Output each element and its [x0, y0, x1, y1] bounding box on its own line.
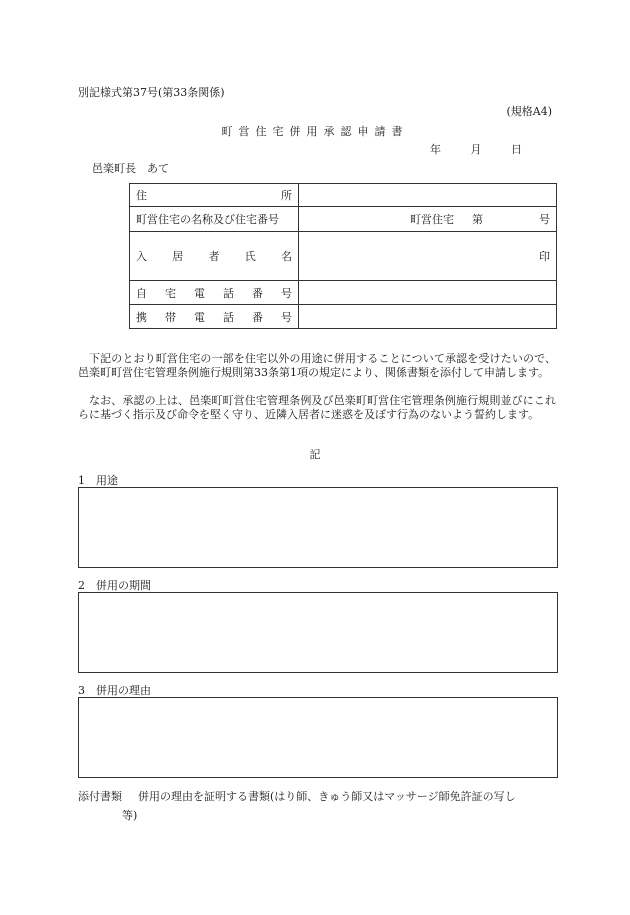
home-phone-label-char: 号: [281, 286, 292, 300]
table-row: [130, 207, 557, 232]
housing-dai: 第: [472, 213, 483, 226]
address-label: [130, 184, 299, 207]
address-label-char: 所: [281, 189, 292, 202]
attachment-description-cont: 等): [122, 809, 138, 822]
housing-prefix: 町営住宅: [410, 213, 454, 226]
seal-mark: 印: [539, 250, 550, 263]
home-phone-label: [130, 281, 299, 305]
mobile-phone-label-char: 帯: [165, 310, 176, 324]
ki-heading: 記: [309, 448, 321, 461]
resident-label-char: 者: [208, 250, 220, 263]
application-paragraph: 下記のとおり町営住宅の一部を住宅以外の用途に併用することについて承認を受けたいので、邑楽町町営住宅管理条例施行規則第33条第1項の規定により、関係書類を添付して申請します。: [78, 352, 556, 379]
table-row: [130, 232, 557, 281]
home-phone-label-char: 自: [136, 286, 147, 300]
mobile-phone-label-char: 号: [281, 310, 292, 324]
section-label-period: 2 併用の期間: [78, 579, 151, 592]
mobile-phone-label-char: 携: [136, 310, 147, 324]
mobile-phone-label: [130, 305, 299, 329]
attachment-label: 添付書類: [78, 790, 122, 803]
mobile-phone-label-char: 番: [252, 310, 263, 324]
home-phone-label-char: 電: [194, 286, 205, 300]
section-label-usage: 1 用途: [78, 474, 118, 487]
housing-number-field[interactable]: [299, 207, 557, 232]
usage-field[interactable]: [78, 487, 558, 568]
form-reference: 別記様式第37号(第33条関係): [78, 86, 225, 99]
table-row: [130, 281, 557, 305]
housing-label: 町営住宅の名称及び住宅番号: [130, 207, 299, 232]
attachment-description: 併用の理由を証明する書類(はり師、きゅう師又はマッサージ師免許証の写し: [138, 790, 516, 803]
applicant-info-table: [129, 183, 557, 329]
mobile-phone-field[interactable]: [299, 305, 557, 329]
mobile-phone-label-char: 電: [194, 310, 205, 324]
addressee: 邑楽町長 あて: [92, 162, 169, 175]
home-phone-label-char: 番: [252, 286, 263, 300]
address-label-char: 住: [136, 189, 147, 202]
section-label-reason: 3 併用の理由: [78, 684, 151, 697]
resident-label-char: 氏: [244, 250, 256, 263]
home-phone-label-char: 話: [223, 286, 234, 300]
mobile-phone-label-char: 話: [223, 310, 234, 324]
resident-label-char: 入: [136, 250, 147, 263]
date-year-label: 年: [430, 143, 441, 156]
page-title: 町営住宅併用承認申請書: [221, 125, 409, 138]
table-row: [130, 184, 557, 207]
period-field[interactable]: [78, 592, 558, 673]
resident-label-char: 居: [172, 250, 184, 263]
resident-label-char: 名: [281, 250, 292, 263]
address-field[interactable]: [299, 184, 557, 207]
table-row: [130, 305, 557, 329]
size-note: (規格A4): [506, 105, 552, 118]
date-day-label: 日: [511, 143, 522, 156]
resident-name-label: [130, 232, 299, 281]
date-line: [430, 141, 522, 157]
resident-name-field[interactable]: [299, 232, 557, 281]
date-month-label: 月: [470, 143, 482, 156]
reason-field[interactable]: [78, 697, 558, 778]
pledge-paragraph: なお、承認の上は、邑楽町町営住宅管理条例及び邑楽町町営住宅管理条例施行規則並びにこれらに基づく指示及び命令を堅く守り、近隣入居者に迷惑を及ぼす行為のないよう誓約します。: [78, 394, 556, 421]
home-phone-field[interactable]: [299, 281, 557, 305]
home-phone-label-char: 宅: [165, 286, 176, 300]
housing-go: 号: [539, 213, 550, 226]
